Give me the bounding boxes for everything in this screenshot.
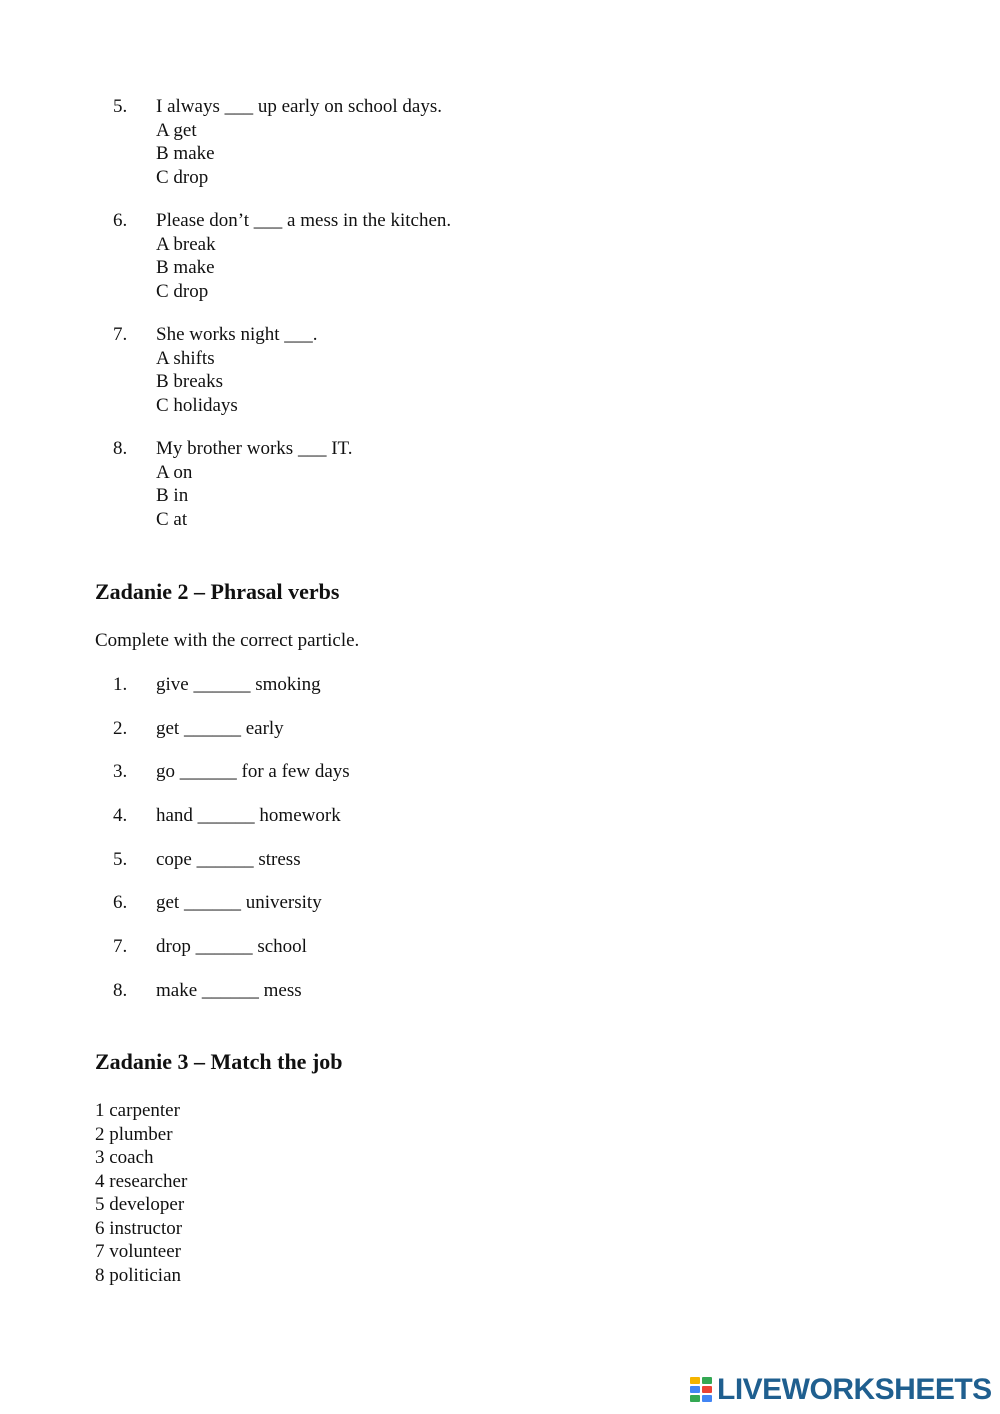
job-item[interactable]: 7 volunteer [95,1241,182,1262]
item-text: get ______ university [156,892,322,913]
logo-block [702,1395,712,1402]
logo-text: LIVEWORKSHEETS [717,1373,992,1406]
item-number: 8. [113,980,128,1001]
option-b[interactable]: B make [156,257,215,278]
job-list [95,1099,187,1287]
item-text: drop ______ school [156,936,307,957]
item-number: 5. [113,849,128,870]
job-item[interactable]: 8 politician [95,1264,182,1286]
option-c[interactable]: C drop [156,166,209,188]
section-2-title: Zadanie 2 – Phrasal verbs [95,579,340,604]
question-number: 8. [113,438,128,459]
phrasal-verb-item[interactable] [113,673,613,697]
item-text: cope ______ stress [156,849,301,870]
item-number: 2. [113,718,128,739]
job-item[interactable]: 1 carpenter [95,1100,180,1121]
item-text: hand ______ homework [156,805,341,826]
item-text: go ______ for a few days [156,761,350,782]
option-c[interactable]: C holidays [156,394,238,416]
question-number: 6. [113,210,128,231]
question-stem: Please don’t ___ a mess in the kitchen. [156,210,452,231]
option-b[interactable]: B in [156,485,189,506]
option-b[interactable]: B breaks [156,371,224,392]
phrasal-verb-item[interactable] [113,891,613,915]
phrasal-verb-item[interactable] [113,848,613,872]
item-text: give ______ smoking [156,674,321,695]
question-number: 5. [113,96,128,117]
job-item[interactable]: 3 coach [95,1147,154,1168]
phrasal-verb-item[interactable] [113,804,613,828]
job-item[interactable]: 5 developer [95,1194,185,1215]
item-number: 1. [113,674,128,695]
option-a[interactable]: A shifts [156,347,215,369]
question-number: 7. [113,324,128,345]
job-item[interactable]: 6 instructor [95,1217,183,1239]
item-number: 4. [113,805,128,826]
logo-block [690,1377,700,1384]
option-a[interactable]: A break [156,233,216,255]
phrasal-verb-item[interactable] [113,717,613,741]
option-c[interactable]: C at [156,508,188,530]
option-a[interactable]: A get [156,119,197,141]
logo-blocks-icon [690,1377,714,1403]
item-number: 6. [113,892,128,913]
question-stem: I always ___ up early on school days. [156,96,442,117]
logo-block [702,1377,712,1384]
logo-block [690,1386,700,1393]
item-text: make ______ mess [156,980,302,1001]
job-item[interactable]: 2 plumber [95,1123,173,1145]
liveworksheets-logo [690,1374,992,1406]
section-3-title: Zadanie 3 – Match the job [95,1049,343,1074]
question-stem: My brother works ___ IT. [156,438,353,459]
phrasal-verb-item[interactable] [113,979,613,1003]
phrasal-verb-item[interactable] [113,760,613,784]
question-stem: She works night ___. [156,324,318,345]
logo-block [690,1395,700,1402]
logo-block [702,1386,712,1393]
item-number: 7. [113,936,128,957]
phrasal-verb-item[interactable] [113,935,613,959]
option-c[interactable]: C drop [156,280,209,302]
option-b[interactable]: B make [156,143,215,164]
job-item[interactable]: 4 researcher [95,1170,188,1192]
section-2-instruction: Complete with the correct particle. [95,630,360,651]
item-text: get ______ early [156,718,284,739]
option-a[interactable]: A on [156,461,193,483]
item-number: 3. [113,761,128,782]
